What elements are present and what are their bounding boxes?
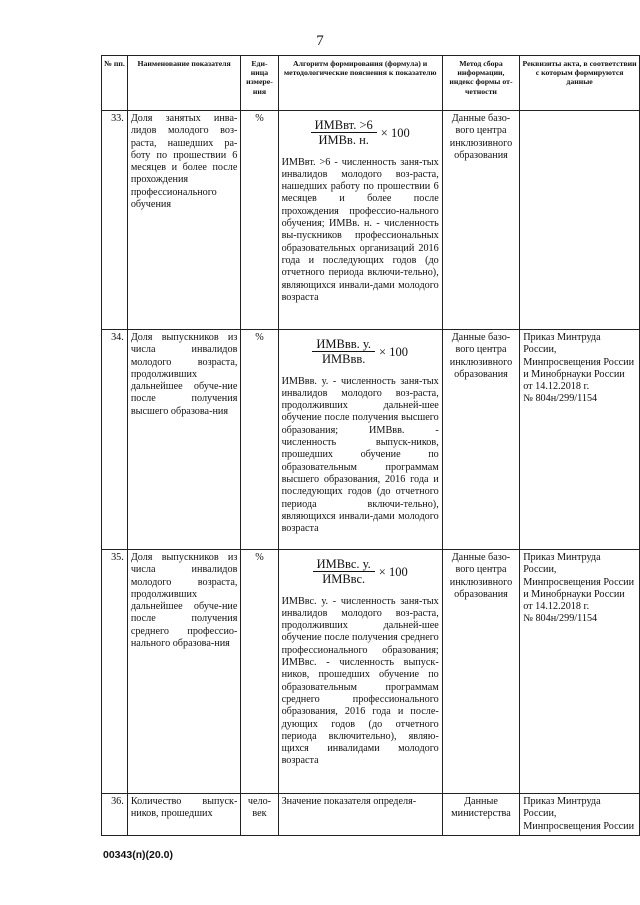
indicator-name: Доля выпускников из числа инвалидов молодого возраста, продолживших дальнейшее обуче-ние после получения среднего профессио-нального образова-ния bbox=[127, 550, 241, 794]
header-algorithm: Алгоритм формирования (формула) и методологические пояснения к показателю bbox=[278, 56, 442, 111]
indicator-name: Доля занятых инва-лидов молодого воз-раста, нашедших ра-боту по прошествии 6 месяцев и более после прохождения профессионального обучения bbox=[127, 111, 241, 330]
formula-multiplier: × 100 bbox=[379, 344, 408, 359]
requisites-line: № 804н/299/1154 bbox=[523, 393, 598, 405]
formula-fraction bbox=[311, 119, 377, 147]
algorithm-text: Значение показателя определя- bbox=[278, 794, 442, 836]
requisites-line: Приказ Минтруда России, bbox=[523, 332, 601, 356]
page-number: 7 bbox=[316, 33, 324, 49]
formula-multiplier: × 100 bbox=[380, 125, 410, 140]
header-name: Наименование показателя bbox=[127, 56, 241, 111]
formula-denominator: ИМВвв. bbox=[321, 352, 366, 367]
formula-fraction bbox=[312, 338, 375, 366]
row-number: 34. bbox=[102, 330, 128, 550]
header-num: № пп. bbox=[102, 56, 128, 111]
method-cell: Данные базо-вого центра инклюзивного образования bbox=[442, 111, 519, 330]
header-unit: Еди-ница измере-ния bbox=[241, 56, 278, 111]
formula-fraction bbox=[313, 558, 375, 586]
indicators-table bbox=[101, 55, 640, 836]
row-number: 35. bbox=[102, 550, 128, 794]
table-row bbox=[102, 550, 640, 794]
unit-cell: % bbox=[241, 111, 278, 330]
requisites-line: и Минобрнауки России от 14.12.2018 г. bbox=[523, 588, 625, 613]
unit-cell: % bbox=[241, 550, 278, 794]
method-cell: Данные базо-вого центра инклюзивного образования bbox=[442, 550, 519, 794]
formula-denominator: ИМВв. н. bbox=[318, 133, 369, 148]
formula-numerator: ИМВвс. у. bbox=[313, 558, 375, 572]
requisites-line: № 804н/299/1154 bbox=[523, 613, 598, 625]
requisites-line: Приказ Минтруда России, bbox=[523, 796, 601, 820]
unit-cell: % bbox=[241, 330, 278, 550]
row-number: 33. bbox=[102, 111, 128, 330]
algorithm-text: ИМВвв. у. - численность заня-тых инвалидов молодого воз-раста, продолживших дальней-шее обучение после получения высшего образования; ИМВвв. - численность выпуск-ников, прошедших обучение по образовательным программам высшего образования, 2016 года и последующих годов (до отчетного периода включи-тельно), являющихся инвали-дами молодого возраста bbox=[281, 375, 439, 535]
requisites-line: Минпросвещения России bbox=[523, 356, 635, 368]
formula-numerator: ИМВвв. у. bbox=[312, 338, 375, 352]
header-method: Метод сбора информации, индекс формы от-четности bbox=[442, 56, 519, 111]
formula-multiplier: × 100 bbox=[378, 564, 408, 579]
requisites-line: Приказ Минтруда России, bbox=[523, 552, 601, 576]
header-requisites: Реквизиты акта, в соответствии с которым формируются данные bbox=[520, 56, 640, 111]
formula-numerator: ИМВвт. >6 bbox=[311, 119, 377, 133]
formula bbox=[282, 338, 439, 366]
requisites-cell bbox=[520, 111, 640, 330]
method-cell: Данные базо-вого центра инклюзивного образования bbox=[442, 330, 519, 550]
algorithm-cell bbox=[278, 111, 442, 330]
requisites-cell bbox=[520, 550, 640, 794]
requisites-line: и Минобрнауки России от 14.12.2018 г. bbox=[523, 368, 625, 393]
algorithm-cell bbox=[278, 330, 442, 550]
document-code: 00343(п)(20.0) bbox=[103, 849, 173, 861]
formula bbox=[282, 558, 439, 586]
table-row bbox=[102, 330, 640, 550]
indicator-name: Количество выпуск-ников, прошедших bbox=[127, 794, 241, 836]
unit-cell: чело-век bbox=[241, 794, 278, 836]
table-row bbox=[102, 794, 640, 836]
method-cell: Данные министерства bbox=[442, 794, 519, 836]
indicator-name: Доля выпускников из числа инвалидов молодого возраста, продолживших дальнейшее обуче-ние после получения высшего образова-ния bbox=[127, 330, 241, 550]
row-number: 36. bbox=[102, 794, 128, 836]
algorithm-cell bbox=[278, 550, 442, 794]
requisites-line: Минпросвещения России bbox=[523, 576, 635, 588]
algorithm-text: ИМВвс. у. - численность заня-тых инвалидов молодого воз-раста, продолживших дальней-шее обучение после получения среднего профессионального образования; ИМВвс. - численность выпуск-ников, прошедших обучение по образовательным программам среднего профессионального образования, 2016 года и после-дующих годов (до отчетного периода включительно), являю-щихся инвалидами молодого возраста bbox=[281, 595, 439, 767]
formula-denominator: ИМВвс. bbox=[322, 572, 366, 587]
requisites-cell bbox=[520, 330, 640, 550]
table-row bbox=[102, 111, 640, 330]
table-header-row bbox=[102, 56, 640, 111]
formula bbox=[282, 119, 439, 147]
requisites-cell bbox=[520, 794, 640, 836]
requisites-line: Минпросвещения России bbox=[523, 820, 635, 832]
algorithm-text: ИМВвт. >6 - численность заня-тых инвалидов молодого воз-раста, нашедших работу по прошествии 6 месяцев и более после прохождения профессио-нального обучения; ИМВв. н. - численность вы-пускников профессиональных образовательных организаций 2016 года и последующих годов (до отчетного периода включи-тельно), являющихся инвали-дами молодого возраста bbox=[281, 156, 439, 303]
